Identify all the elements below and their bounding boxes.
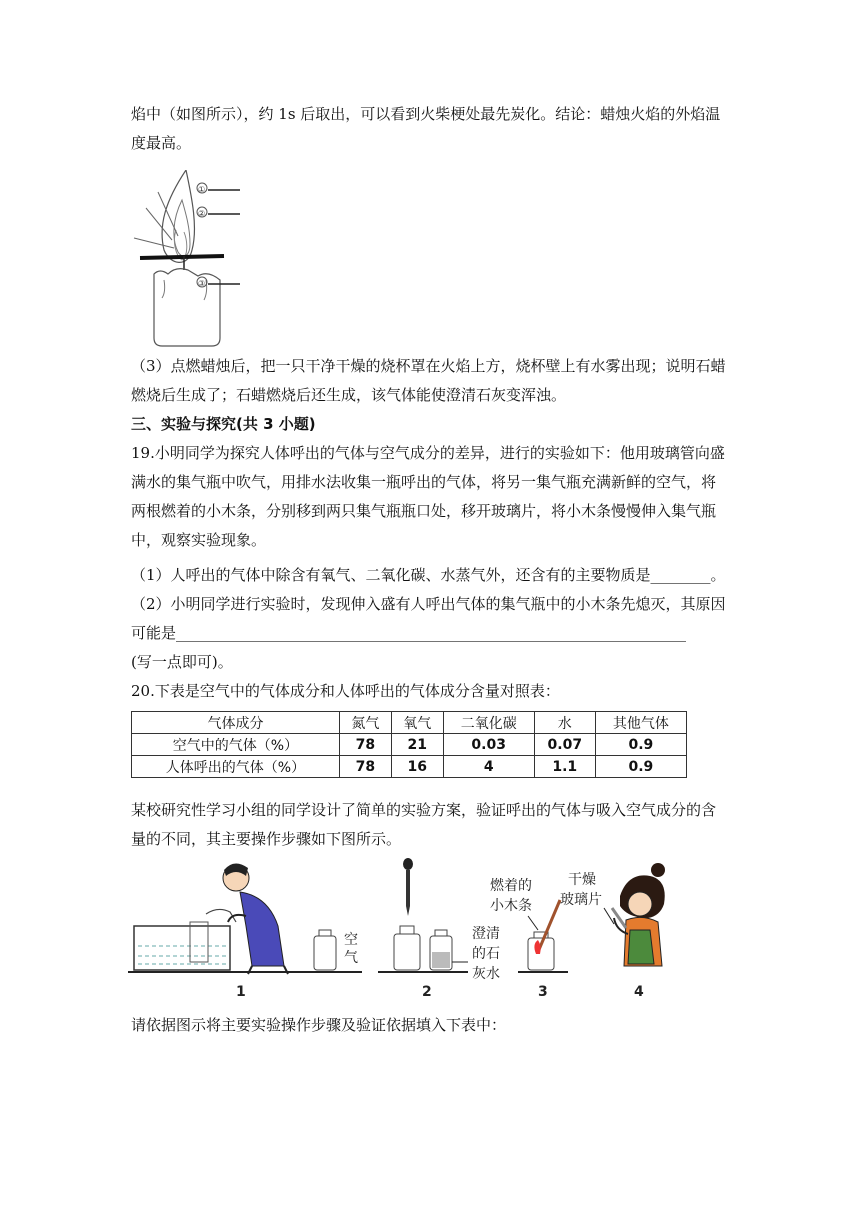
table-header-cell: 气体成分 <box>132 712 340 734</box>
table-cell: 0.9 <box>595 756 686 778</box>
question-19-part-2: （2）小明同学进行实验时，发现伸入盛有人呼出气体的集气瓶中的小木条先熄灭，其原因 <box>131 595 726 613</box>
limewater-label-3: 灰水 <box>472 966 500 982</box>
paragraph-line: 请依据图示将主要实验操作步骤及验证依据填入下表中： <box>131 1016 507 1034</box>
table-header-cell: 氮气 <box>339 712 391 734</box>
table-cell: 1.1 <box>534 756 595 778</box>
paragraph-line: 燃烧后生成了；石蜡燃烧后还生成，该气体能使澄清石灰变浑浊。 <box>131 386 567 404</box>
table-header-cell: 二氧化碳 <box>443 712 534 734</box>
step-2-figure <box>378 858 500 1000</box>
step-3-figure <box>490 878 568 1000</box>
table-header-cell: 氧气 <box>391 712 443 734</box>
paragraph-line: 量的不同，其主要操作步骤如下图所示。 <box>131 830 402 848</box>
table-row <box>132 756 687 778</box>
paragraph-line: 中，观察实验现象。 <box>131 531 267 549</box>
paragraph-line: 满水的集气瓶中吹气，用排水法收集一瓶呼出的气体，将另一集气瓶充满新鲜的空气，将 <box>131 473 717 491</box>
glass-label-2: 玻璃片 <box>560 892 602 908</box>
glass-label-1: 干燥 <box>568 872 596 888</box>
experiment-steps-diagram <box>128 856 688 1004</box>
question-19-part-1: （1）人呼出的气体中除含有氧气、二氧化碳、水蒸气外，还含有的主要物质是________。 <box>131 566 726 584</box>
table-cell: 21 <box>391 734 443 756</box>
step-number-3: 3 <box>538 984 548 1000</box>
candle-label-3: ③ <box>198 279 206 288</box>
limewater-label-1: 澄清 <box>472 926 500 942</box>
table-cell: 空气中的气体（%） <box>132 734 340 756</box>
step-number-4: 4 <box>634 984 644 1000</box>
table-header-cell: 其他气体 <box>595 712 686 734</box>
paragraph-line: (写一点即可)。 <box>131 653 233 671</box>
limewater-label-2: 的石 <box>472 946 500 962</box>
paragraph-line: 19.小明同学为探究人体呼出的气体与空气成分的差异，进行的实验如下：他用玻璃管向盛 <box>131 444 725 462</box>
stick-label-2: 小木条 <box>490 898 532 914</box>
step-number-2: 2 <box>422 984 432 1000</box>
paragraph-line: 度最高。 <box>131 134 192 152</box>
table-cell: 4 <box>443 756 534 778</box>
paragraph-line: 两根燃着的小木条，分别移到两只集气瓶瓶口处，移开玻璃片，将小木条慢慢伸入集气瓶 <box>131 502 717 520</box>
candle-label-1: ① <box>198 185 206 194</box>
stick-label-1: 燃着的 <box>490 878 532 894</box>
paragraph-line: 某校研究性学习小组的同学设计了简单的实验方案，验证呼出的气体与吸入空气成分的含 <box>131 801 717 819</box>
air-label-2: 气 <box>344 950 358 966</box>
step-1-figure <box>128 863 362 1000</box>
table-cell: 16 <box>391 756 443 778</box>
section-heading: 三、实验与探究(共 3 小题) <box>131 415 316 433</box>
candle-diagram <box>128 170 248 348</box>
table-cell: 人体呼出的气体（%） <box>132 756 340 778</box>
question-20-intro: 20.下表是空气中的气体成分和人体呼出的气体成分含量对照表： <box>131 682 560 700</box>
answer-blank-line: 可能是____________________________________________________________________ <box>131 624 687 642</box>
table-cell: 78 <box>339 756 391 778</box>
table-header-row <box>132 712 687 734</box>
candle-label-2: ② <box>198 209 206 218</box>
table-header-cell: 水 <box>534 712 595 734</box>
paragraph-line: （3）点燃蜡烛后，把一只干净干燥的烧杯罩在火焰上方，烧杯壁上有水雾出现；说明石蜡 <box>131 357 726 375</box>
table-cell: 0.07 <box>534 734 595 756</box>
step-number-1: 1 <box>236 984 246 1000</box>
paragraph-line: 焰中（如图所示），约 1s 后取出，可以看到火柴梗处最先炭化。结论：蜡烛火焰的外焰温 <box>131 105 721 123</box>
table-row <box>132 734 687 756</box>
table-cell: 0.9 <box>595 734 686 756</box>
air-label-1: 空 <box>344 932 358 948</box>
step-4-figure <box>560 863 665 1000</box>
table-cell: 0.03 <box>443 734 534 756</box>
table-cell: 78 <box>339 734 391 756</box>
gas-composition-table <box>131 711 687 778</box>
